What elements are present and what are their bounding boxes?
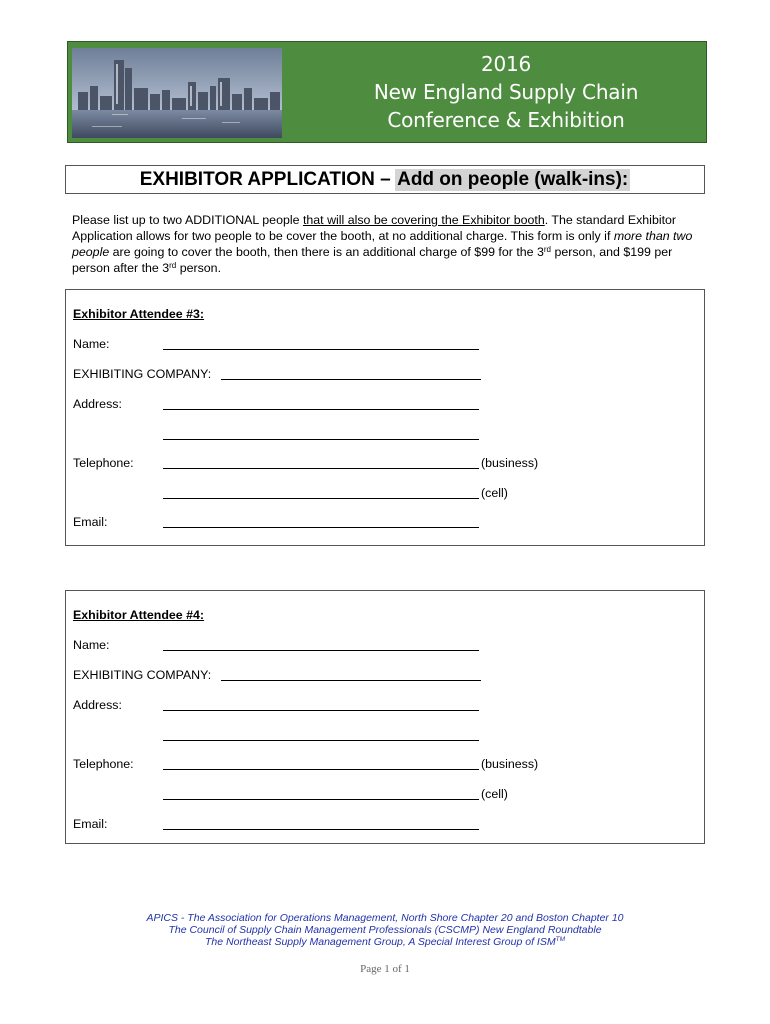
intro-text-1: Please list up to two ADDITIONAL people (72, 213, 303, 227)
attendee-4-cell-phone-field[interactable] (163, 799, 479, 800)
banner-year: 2016 (480, 52, 532, 76)
attendee-3-company-label: EXHIBITING COMPANY: (73, 367, 212, 381)
attendee-3-address-field-1[interactable] (163, 409, 479, 410)
attendee-3-business-suffix: (business) (481, 456, 539, 470)
intro-italic: more than two people (72, 229, 693, 259)
attendee-4-company-label: EXHIBITING COMPANY: (73, 668, 212, 682)
attendee-3-cell-phone-field[interactable] (163, 498, 479, 499)
intro-underlined: that will also be covering the Exhibitor booth (302, 213, 545, 227)
attendee-4-email-label: Email: (73, 817, 108, 831)
banner-line1: New England Supply Chain (373, 80, 639, 104)
banner-line2: Conference & Exhibition (387, 108, 625, 132)
attendee-3-cell-suffix: (cell) (481, 486, 508, 500)
footer-line-3: The Northeast Supply Management Group, A Special Interest Group of ISM (205, 936, 556, 948)
attendee-4-business-phone-field[interactable] (163, 769, 479, 770)
attendee-4-business-suffix: (business) (481, 757, 539, 771)
banner-title (306, 50, 706, 134)
footer-line-3-wrap (65, 936, 705, 948)
attendee-3-title: Exhibitor Attendee #3: (73, 307, 205, 321)
attendee-3-section (65, 289, 705, 546)
attendee-4-name-field[interactable] (163, 650, 479, 651)
city-skyline-image (72, 48, 282, 138)
attendee-4-address-field-2[interactable] (163, 740, 479, 741)
attendee-3-email-label: Email: (73, 515, 108, 529)
attendee-3-address-label: Address: (73, 397, 122, 411)
title-highlight: Add on people (walk-ins): (397, 169, 629, 190)
intro-text-2: . The standard Exhibitor Application allows for two people to be cover the booth, at no additional charge. This form is only if (72, 213, 677, 243)
attendee-4-address-field-1[interactable] (163, 710, 479, 711)
attendee-4-title: Exhibitor Attendee #4: (73, 608, 205, 622)
attendee-3-telephone-label: Telephone: (73, 456, 134, 470)
attendee-4-address-label: Address: (73, 698, 122, 712)
intro-sup-2: rd (169, 261, 177, 270)
attendee-3-name-label: Name: (73, 337, 110, 351)
footer-line-1: APICS - The Association for Operations Management, North Shore Chapter 20 and Boston Chapter 10 (146, 912, 624, 924)
footer-tm: TM (555, 936, 565, 943)
attendee-3-business-phone-field[interactable] (163, 468, 479, 469)
attendee-3-company-field[interactable] (221, 379, 481, 380)
title-main: EXHIBITOR APPLICATION – (139, 169, 391, 190)
attendee-3-email-field[interactable] (163, 527, 479, 528)
attendee-4-section (65, 590, 705, 844)
attendee-4-telephone-label: Telephone: (73, 757, 134, 771)
intro-sup-1: rd (543, 245, 552, 254)
attendee-4-name-label: Name: (73, 638, 110, 652)
attendee-3-name-field[interactable] (163, 349, 479, 350)
conference-banner (67, 41, 707, 143)
footer-line-2: The Council of Supply Chain Management Professionals (CSCMP) New England Roundtable (168, 924, 602, 936)
attendee-3-address-field-2[interactable] (163, 439, 479, 440)
intro-paragraph (72, 212, 702, 276)
attendee-4-cell-suffix: (cell) (481, 787, 508, 801)
intro-text-3: are going to cover the booth, then there is an additional charge of $99 for the 3 (109, 245, 544, 259)
page-number: Page 1 of 1 (360, 963, 410, 975)
attendee-4-company-field[interactable] (221, 680, 481, 681)
intro-text-4: person, and $199 per person after the 3 (72, 245, 673, 275)
intro-text-5: person. (176, 261, 222, 275)
application-title (65, 165, 705, 194)
sponsors-footer (65, 912, 705, 948)
attendee-4-email-field[interactable] (163, 829, 479, 830)
